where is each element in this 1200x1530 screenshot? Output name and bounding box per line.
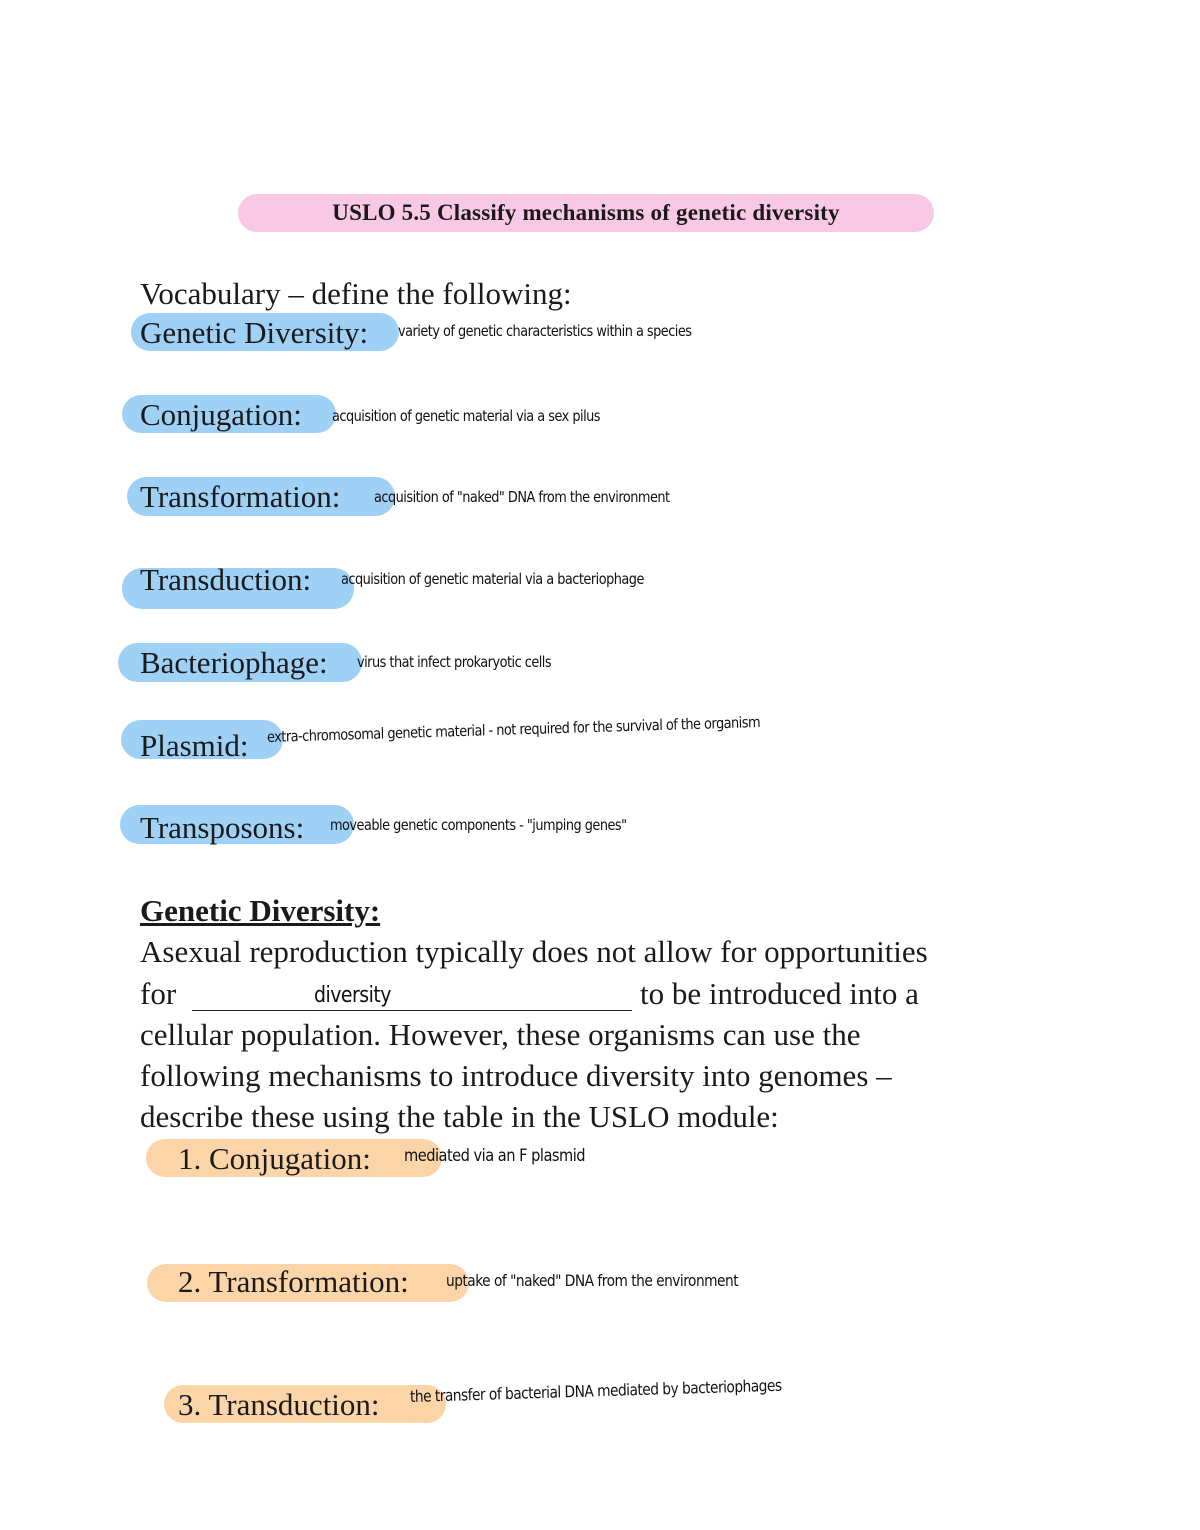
term-transformation: Transformation: — [140, 479, 341, 514]
answer-bacteriophage: virus that infect prokaryotic cells — [357, 653, 552, 671]
mechanism-transformation-answer: uptake of "naked" DNA from the environment — [446, 1271, 739, 1290]
term-conjugation: Conjugation: — [140, 397, 302, 432]
mechanism-conjugation: 1. Conjugation: — [178, 1141, 371, 1176]
paragraph-line: Asexual reproduction typically does not allow for opportunities — [140, 934, 928, 969]
section-heading: Genetic Diversity: — [140, 893, 381, 928]
answer-conjugation: acquisition of genetic material via a sex pilus — [332, 407, 601, 425]
answer-plasmid: extra-chromosomal genetic material - not required for the survival of the organism — [266, 712, 761, 746]
paragraph-line-prefix: for — [140, 976, 177, 1011]
paragraph-line-suffix: to be introduced into a — [640, 976, 919, 1011]
term-plasmid: Plasmid: — [140, 728, 249, 763]
vocabulary-heading: Vocabulary – define the following: — [140, 276, 572, 311]
paragraph-line: following mechanisms to introduce diversity into genomes – — [140, 1058, 892, 1093]
answer-transposons: moveable genetic components - "jumping genes" — [330, 816, 627, 834]
mechanism-transduction-answer: the transfer of bacterial DNA mediated by bacteriophages — [409, 1375, 782, 1406]
term-transduction: Transduction: — [140, 562, 312, 597]
paragraph-line: describe these using the table in the USLO module: — [140, 1099, 779, 1134]
paragraph-line: cellular population. However, these organisms can use the — [140, 1017, 861, 1052]
term-bacteriophage: Bacteriophage: — [140, 645, 328, 680]
answer-transduction: acquisition of genetic material via a bacteriophage — [341, 570, 644, 588]
fill-in-blank-answer: diversity — [314, 983, 391, 1008]
fill-in-blank-line — [192, 1010, 632, 1011]
term-transposons: Transposons: — [140, 810, 305, 845]
answer-genetic-diversity: variety of genetic characteristics within a species — [398, 322, 692, 340]
mechanism-transformation: 2. Transformation: — [178, 1264, 409, 1299]
answer-transformation: acquisition of "naked" DNA from the environment — [374, 488, 670, 506]
mechanism-conjugation-answer: mediated via an F plasmid — [404, 1146, 586, 1166]
term-genetic-diversity: Genetic Diversity: — [140, 315, 369, 350]
page-title: USLO 5.5 Classify mechanisms of genetic diversity — [332, 200, 840, 225]
mechanism-transduction: 3. Transduction: — [178, 1387, 380, 1422]
